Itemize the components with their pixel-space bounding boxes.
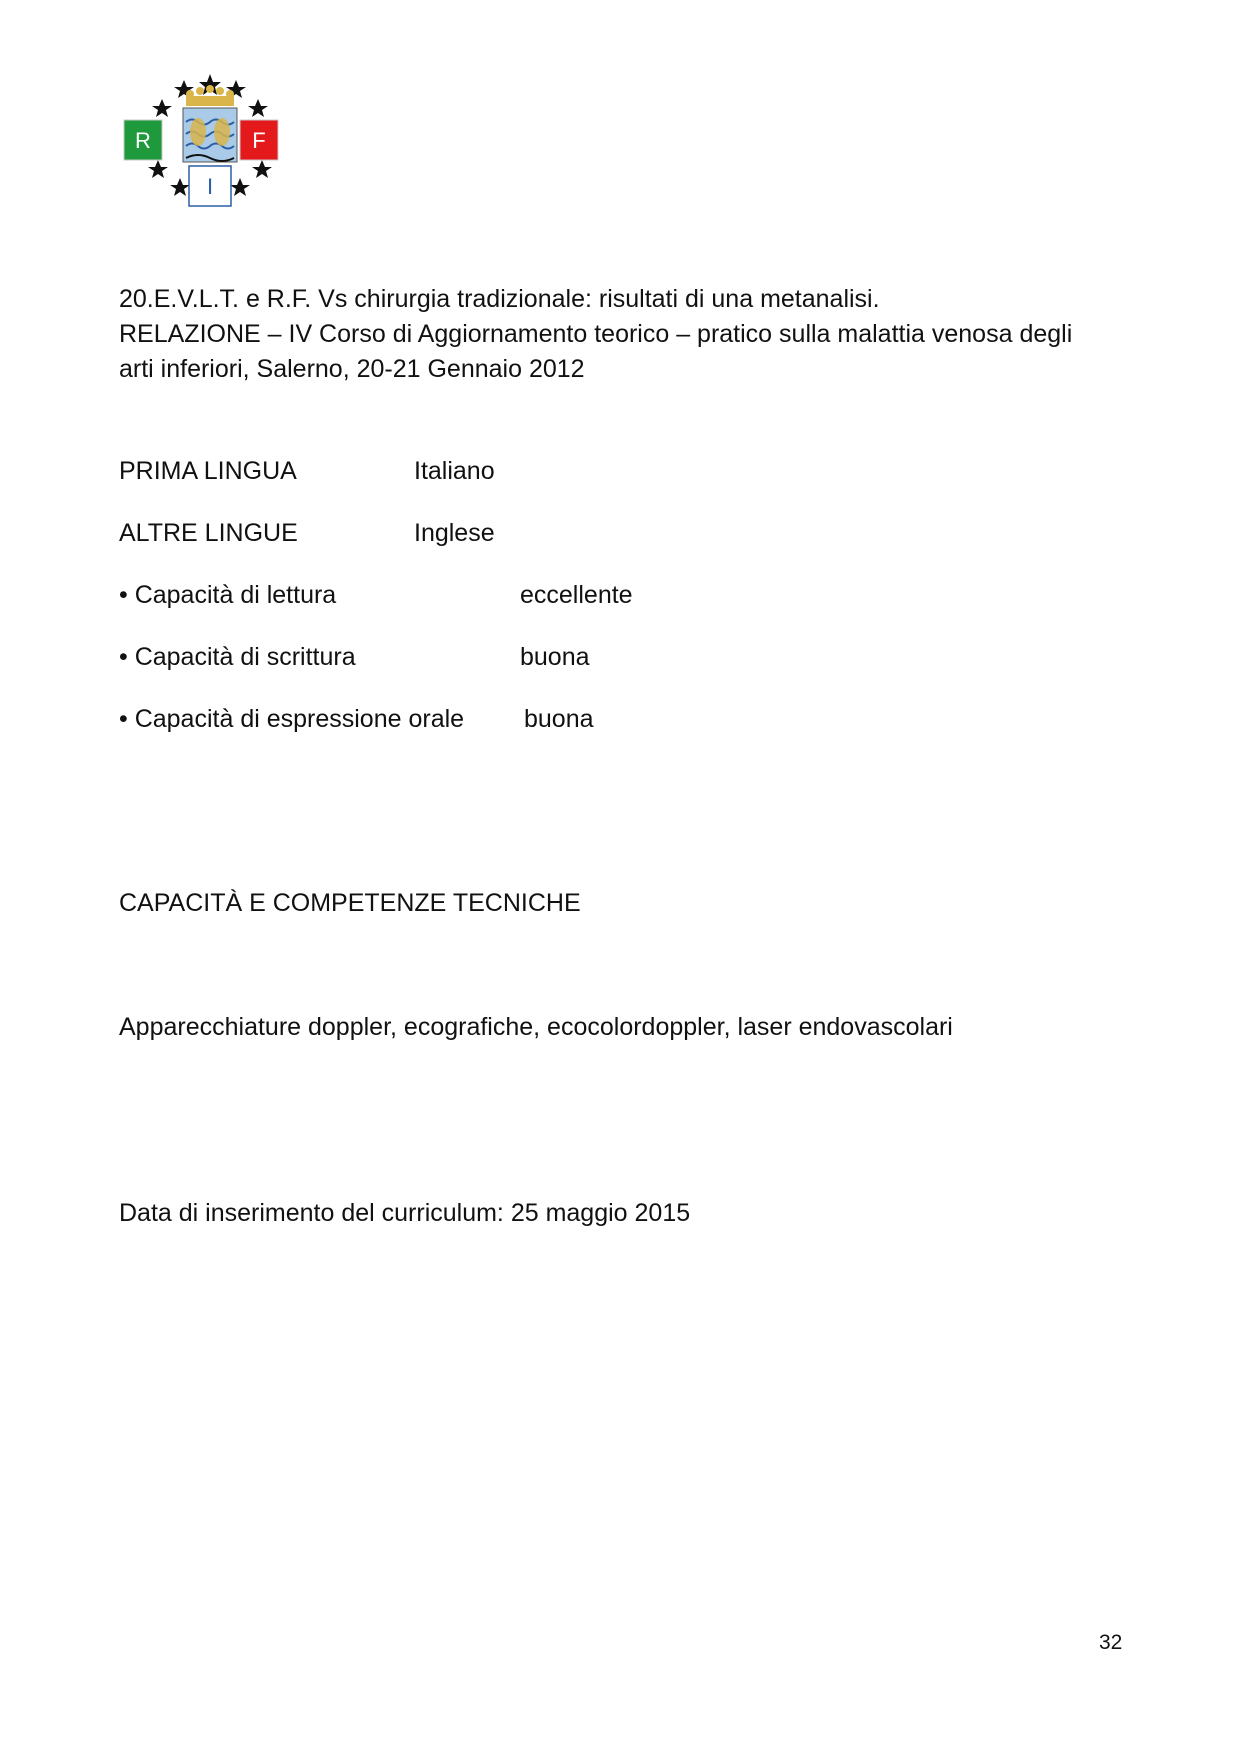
logo-letter-f: F: [252, 128, 266, 153]
reading-skill-label: • Capacità di lettura: [119, 581, 337, 609]
speaking-skill-value: buona: [524, 705, 594, 733]
page-number: 32: [1099, 1631, 1123, 1654]
rfi-crest-logo: [120, 72, 310, 242]
cv-insertion-date: Data di inserimento del curriculum: 25 maggio 2015: [119, 1199, 691, 1227]
technical-skills-heading: CAPACITÀ E COMPETENZE TECNICHE: [119, 889, 581, 917]
publication-line-2: RELAZIONE – IV Corso di Aggiornamento teorico – pratico sulla malattia venosa degli: [119, 320, 1073, 348]
reading-skill-value: eccellente: [520, 581, 633, 609]
crest-shield-icon: [183, 108, 237, 162]
technical-skills-text: Apparecchiature doppler, ecografiche, ecocolordoppler, laser endovascolari: [119, 1013, 953, 1041]
publication-line-1: 20.E.V.L.T. e R.F. Vs chirurgia tradizionale: risultati di una metanalisi.: [119, 285, 880, 313]
first-language-value: Italiano: [414, 457, 495, 485]
crown-icon: [186, 85, 234, 106]
publication-line-3: arti inferiori, Salerno, 20-21 Gennaio 2012: [119, 355, 585, 383]
other-languages-value: Inglese: [414, 519, 495, 547]
speaking-skill-label: • Capacità di espressione orale: [119, 705, 465, 733]
first-language-label: PRIMA LINGUA: [119, 457, 297, 485]
other-languages-label: ALTRE LINGUE: [119, 519, 298, 547]
writing-skill-label: • Capacità di scrittura: [119, 643, 356, 671]
logo-letter-r: R: [135, 128, 151, 153]
rfi-crest-icon: [120, 72, 310, 242]
publication-entry: [119, 282, 1129, 387]
writing-skill-value: buona: [520, 643, 590, 671]
logo-letter-i: I: [206, 174, 214, 199]
